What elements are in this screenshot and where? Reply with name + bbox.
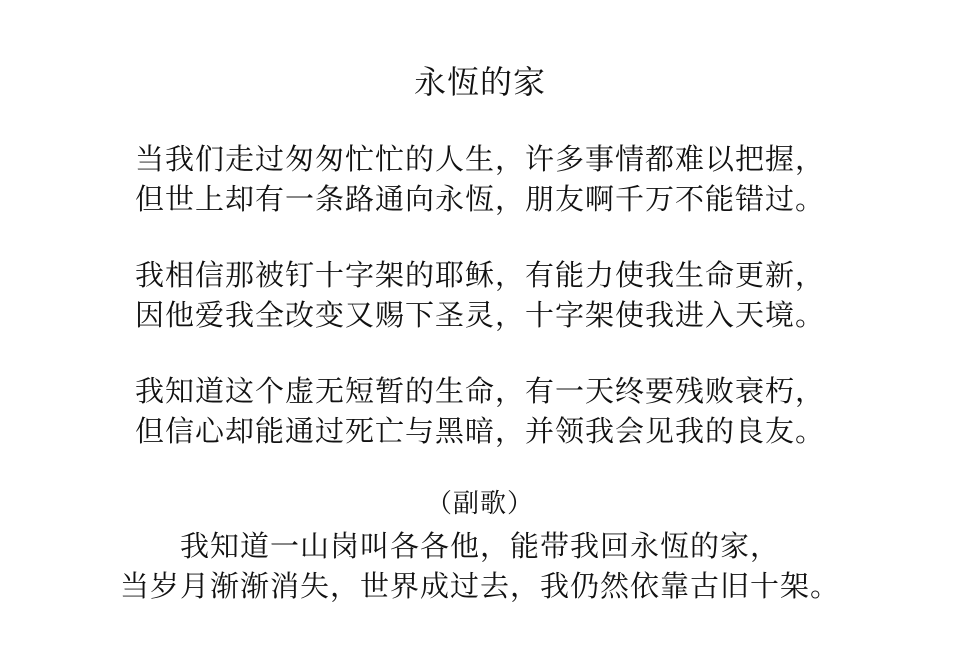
verse-1 <box>0 139 960 219</box>
verse-3 <box>0 371 960 451</box>
song-title: 永恆的家 <box>413 63 546 101</box>
chorus <box>0 526 960 606</box>
verse-2 <box>0 255 960 335</box>
verse-line: 我相信那被钉十字架的耶稣，有能力使我生命更新， <box>134 258 825 292</box>
verse-line: 但信心却能通过死亡与黑暗，并领我会见我的良友。 <box>134 414 825 448</box>
verse-line: 当我们走过匆匆忙忙的人生，许多事情都难以把握， <box>134 142 825 176</box>
verse-line: 我知道这个虚无短暂的生命，有一天终要残败衰朽， <box>134 374 825 408</box>
verse-line: 但世上却有一条路通向永恆，朋友啊千万不能错过。 <box>134 182 825 216</box>
verse-line: 因他爱我全改变又赐下圣灵，十字架使我进入天境。 <box>134 298 825 332</box>
chorus-line: 我知道一山岗叫各各他，能带我回永恆的家， <box>179 529 780 563</box>
chorus-line: 当岁月渐渐消失，世界成过去，我仍然依靠古旧十架。 <box>119 569 840 603</box>
chorus-label: （副歌） <box>425 489 534 519</box>
